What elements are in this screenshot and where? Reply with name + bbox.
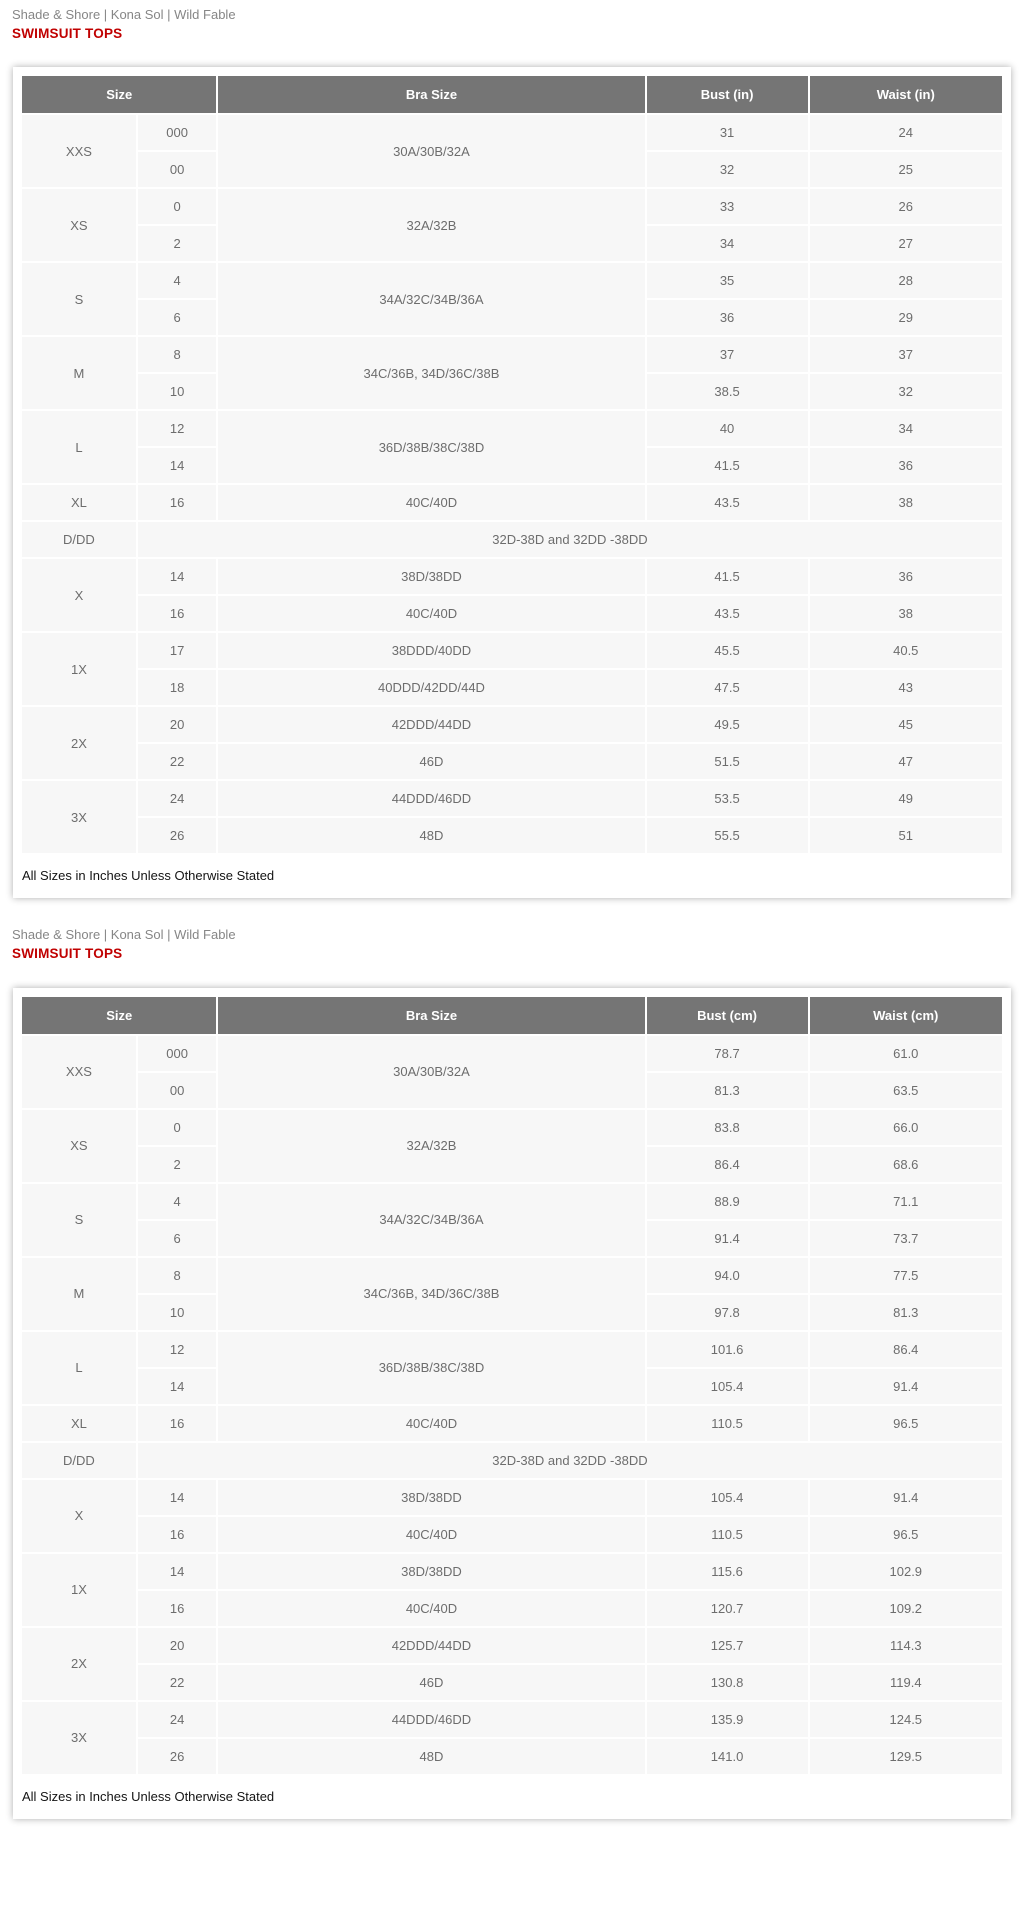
- numeric-size-cell: 00: [137, 151, 218, 188]
- size-group-label-cell: M: [21, 1257, 137, 1331]
- size-group-row: [21, 1553, 1003, 1590]
- numeric-size-cell: 14: [137, 447, 218, 484]
- numeric-size-cell: 12: [137, 1331, 218, 1368]
- bust-cell: 120.7: [646, 1590, 809, 1627]
- bust-cell: 45.5: [646, 632, 809, 669]
- bra-size-cell: 32A/32B: [217, 188, 645, 262]
- bra-size-cell: 44DDD/46DD: [217, 780, 645, 817]
- bra-size-cell: 36D/38B/38C/38D: [217, 410, 645, 484]
- waist-cell: 38: [809, 595, 1003, 632]
- bra-size-cell: 30A/30B/32A: [217, 1035, 645, 1109]
- waist-cell: 45: [809, 706, 1003, 743]
- numeric-size-cell: 17: [137, 632, 218, 669]
- bust-cell: 55.5: [646, 817, 809, 854]
- size-group-label-cell: D/DD: [21, 521, 137, 558]
- waist-cell: 114.3: [809, 1627, 1003, 1664]
- numeric-size-cell: 2: [137, 1146, 218, 1183]
- bust-cell: 40: [646, 410, 809, 447]
- waist-cell: 91.4: [809, 1479, 1003, 1516]
- bra-size-cell: 40C/40D: [217, 1405, 645, 1442]
- bust-cell: 141.0: [646, 1738, 809, 1775]
- numeric-size-cell: 10: [137, 373, 218, 410]
- column-header-waist: Waist (cm): [809, 996, 1003, 1035]
- numeric-size-cell: 14: [137, 558, 218, 595]
- size-group-row: [21, 595, 1003, 632]
- numeric-size-cell: 00: [137, 1072, 218, 1109]
- bra-size-cell: 34A/32C/34B/36A: [217, 262, 645, 336]
- waist-cell: 73.7: [809, 1220, 1003, 1257]
- bra-size-cell: 36D/38B/38C/38D: [217, 1331, 645, 1405]
- size-group-row: [21, 410, 1003, 447]
- size-group-row: [21, 669, 1003, 706]
- waist-cell: 27: [809, 225, 1003, 262]
- size-group-row: [21, 1183, 1003, 1220]
- size-chart-card: [13, 67, 1011, 898]
- bust-cell: 78.7: [646, 1035, 809, 1072]
- bust-cell: 41.5: [646, 447, 809, 484]
- size-group-row: [21, 632, 1003, 669]
- bust-cell: 31: [646, 114, 809, 151]
- size-chart-card: [13, 988, 1011, 1819]
- section-titles: [0, 928, 1024, 961]
- bra-size-cell: 38D/38DD: [217, 1479, 645, 1516]
- bust-cell: 97.8: [646, 1294, 809, 1331]
- waist-cell: 61.0: [809, 1035, 1003, 1072]
- size-group-label-cell: S: [21, 262, 137, 336]
- size-group-label-cell: XXS: [21, 114, 137, 188]
- bra-size-cell: 44DDD/46DD: [217, 1701, 645, 1738]
- bust-cell: 43.5: [646, 484, 809, 521]
- bra-size-cell: 40DDD/42DD/44D: [217, 669, 645, 706]
- brand-line: Shade & Shore | Kona Sol | Wild Fable: [12, 927, 236, 943]
- size-group-label-cell: X: [21, 558, 137, 632]
- bust-cell: 49.5: [646, 706, 809, 743]
- column-header-bra-size: Bra Size: [217, 996, 645, 1035]
- numeric-size-cell: 16: [137, 595, 218, 632]
- bra-range-note-cell: 32D-38D and 32DD -38DD: [137, 521, 1003, 558]
- size-group-label-cell: L: [21, 410, 137, 484]
- size-chart-section-inches: [0, 8, 1024, 898]
- numeric-size-cell: 14: [137, 1553, 218, 1590]
- waist-cell: 109.2: [809, 1590, 1003, 1627]
- numeric-size-cell: 24: [137, 1701, 218, 1738]
- waist-cell: 96.5: [809, 1516, 1003, 1553]
- size-chart-table-cm: [20, 995, 1004, 1776]
- waist-cell: 86.4: [809, 1331, 1003, 1368]
- size-group-row: [21, 336, 1003, 373]
- bust-cell: 86.4: [646, 1146, 809, 1183]
- bra-size-cell: 34C/36B, 34D/36C/38B: [217, 1257, 645, 1331]
- column-header-waist: Waist (in): [809, 75, 1003, 114]
- waist-cell: 102.9: [809, 1553, 1003, 1590]
- section-titles: [0, 8, 1024, 41]
- bra-size-cell: 30A/30B/32A: [217, 114, 645, 188]
- numeric-size-cell: 16: [137, 484, 218, 521]
- waist-cell: 36: [809, 558, 1003, 595]
- size-group-label-cell: XL: [21, 484, 137, 521]
- bust-cell: 43.5: [646, 595, 809, 632]
- waist-cell: 129.5: [809, 1738, 1003, 1775]
- bra-range-note-cell: 32D-38D and 32DD -38DD: [137, 1442, 1003, 1479]
- size-group-label-cell: S: [21, 1183, 137, 1257]
- numeric-size-cell: 10: [137, 1294, 218, 1331]
- bust-cell: 53.5: [646, 780, 809, 817]
- size-group-row: [21, 1109, 1003, 1146]
- size-group-label-cell: 3X: [21, 780, 137, 854]
- bust-cell: 81.3: [646, 1072, 809, 1109]
- bust-cell: 125.7: [646, 1627, 809, 1664]
- bust-cell: 32: [646, 151, 809, 188]
- section-heading: SWIMSUIT TOPS: [12, 946, 123, 962]
- size-group-row: [21, 1331, 1003, 1368]
- bust-cell: 41.5: [646, 558, 809, 595]
- numeric-size-cell: 26: [137, 1738, 218, 1775]
- size-chart-footnote: All Sizes in Inches Unless Otherwise Stated: [20, 1776, 1004, 1817]
- brand-line: Shade & Shore | Kona Sol | Wild Fable: [12, 7, 236, 22]
- column-header-size: Size: [21, 996, 217, 1035]
- size-group-row: [21, 706, 1003, 743]
- numeric-size-cell: 2: [137, 225, 218, 262]
- bra-size-cell: 34C/36B, 34D/36C/38B: [217, 336, 645, 410]
- numeric-size-cell: 14: [137, 1368, 218, 1405]
- numeric-size-cell: 16: [137, 1516, 218, 1553]
- size-group-label-cell: 2X: [21, 706, 137, 780]
- numeric-size-cell: 0: [137, 1109, 218, 1146]
- numeric-size-cell: 14: [137, 1479, 218, 1516]
- waist-cell: 91.4: [809, 1368, 1003, 1405]
- waist-cell: 63.5: [809, 1072, 1003, 1109]
- size-group-label-cell: X: [21, 1479, 137, 1553]
- numeric-size-cell: 4: [137, 262, 218, 299]
- bust-cell: 51.5: [646, 743, 809, 780]
- numeric-size-cell: 20: [137, 706, 218, 743]
- waist-cell: 29: [809, 299, 1003, 336]
- waist-cell: 43: [809, 669, 1003, 706]
- waist-cell: 34: [809, 410, 1003, 447]
- bra-size-cell: 48D: [217, 817, 645, 854]
- numeric-size-cell: 22: [137, 1664, 218, 1701]
- bra-size-cell: 40C/40D: [217, 484, 645, 521]
- bust-cell: 105.4: [646, 1368, 809, 1405]
- bra-size-cell: 40C/40D: [217, 595, 645, 632]
- size-group-label-cell: 3X: [21, 1701, 137, 1775]
- bust-cell: 130.8: [646, 1664, 809, 1701]
- size-group-row: [21, 1701, 1003, 1738]
- size-group-label-cell: 2X: [21, 1627, 137, 1701]
- numeric-size-cell: 22: [137, 743, 218, 780]
- numeric-size-cell: 20: [137, 1627, 218, 1664]
- waist-cell: 71.1: [809, 1183, 1003, 1220]
- bust-cell: 105.4: [646, 1479, 809, 1516]
- size-group-label-cell: XS: [21, 188, 137, 262]
- waist-cell: 38: [809, 484, 1003, 521]
- numeric-size-cell: 24: [137, 780, 218, 817]
- column-header-bust: Bust (cm): [646, 996, 809, 1035]
- size-group-row: [21, 1664, 1003, 1701]
- size-group-row: [21, 1516, 1003, 1553]
- bra-size-cell: 46D: [217, 1664, 645, 1701]
- bust-cell: 94.0: [646, 1257, 809, 1294]
- numeric-size-cell: 000: [137, 1035, 218, 1072]
- bra-size-cell: 38D/38DD: [217, 1553, 645, 1590]
- size-group-row: [21, 1738, 1003, 1775]
- numeric-size-cell: 16: [137, 1405, 218, 1442]
- bust-cell: 110.5: [646, 1516, 809, 1553]
- bust-cell: 110.5: [646, 1405, 809, 1442]
- numeric-size-cell: 18: [137, 669, 218, 706]
- size-group-label-cell: XL: [21, 1405, 137, 1442]
- size-group-label-cell: XS: [21, 1109, 137, 1183]
- header-row: [21, 996, 1003, 1035]
- numeric-size-cell: 0: [137, 188, 218, 225]
- waist-cell: 124.5: [809, 1701, 1003, 1738]
- size-group-label-cell: 1X: [21, 1553, 137, 1627]
- size-group-label-cell: XXS: [21, 1035, 137, 1109]
- waist-cell: 68.6: [809, 1146, 1003, 1183]
- waist-cell: 96.5: [809, 1405, 1003, 1442]
- column-header-bust: Bust (in): [646, 75, 809, 114]
- bust-cell: 37: [646, 336, 809, 373]
- bra-size-cell: 42DDD/44DD: [217, 1627, 645, 1664]
- column-header-size: Size: [21, 75, 217, 114]
- size-group-row: [21, 1257, 1003, 1294]
- bust-cell: 101.6: [646, 1331, 809, 1368]
- size-group-row: [21, 1442, 1003, 1479]
- numeric-size-cell: 12: [137, 410, 218, 447]
- size-group-row: [21, 1035, 1003, 1072]
- numeric-size-cell: 4: [137, 1183, 218, 1220]
- bust-cell: 34: [646, 225, 809, 262]
- waist-cell: 49: [809, 780, 1003, 817]
- column-header-bra-size: Bra Size: [217, 75, 645, 114]
- waist-cell: 37: [809, 336, 1003, 373]
- numeric-size-cell: 16: [137, 1590, 218, 1627]
- bust-cell: 36: [646, 299, 809, 336]
- size-group-row: [21, 114, 1003, 151]
- size-group-row: [21, 558, 1003, 595]
- numeric-size-cell: 6: [137, 1220, 218, 1257]
- numeric-size-cell: 8: [137, 1257, 218, 1294]
- waist-cell: 51: [809, 817, 1003, 854]
- bust-cell: 91.4: [646, 1220, 809, 1257]
- numeric-size-cell: 6: [137, 299, 218, 336]
- waist-cell: 25: [809, 151, 1003, 188]
- size-group-row: [21, 484, 1003, 521]
- waist-cell: 40.5: [809, 632, 1003, 669]
- bra-size-cell: 40C/40D: [217, 1590, 645, 1627]
- size-group-row: [21, 1405, 1003, 1442]
- bust-cell: 88.9: [646, 1183, 809, 1220]
- bra-size-cell: 38DDD/40DD: [217, 632, 645, 669]
- bra-size-cell: 38D/38DD: [217, 558, 645, 595]
- size-group-label-cell: M: [21, 336, 137, 410]
- numeric-size-cell: 8: [137, 336, 218, 373]
- waist-cell: 77.5: [809, 1257, 1003, 1294]
- bust-cell: 135.9: [646, 1701, 809, 1738]
- size-group-row: [21, 1590, 1003, 1627]
- size-group-row: [21, 188, 1003, 225]
- bust-cell: 35: [646, 262, 809, 299]
- bra-size-cell: 34A/32C/34B/36A: [217, 1183, 645, 1257]
- size-group-row: [21, 817, 1003, 854]
- waist-cell: 28: [809, 262, 1003, 299]
- size-chart-section-cm: [0, 928, 1024, 1818]
- size-group-row: [21, 780, 1003, 817]
- section-heading: SWIMSUIT TOPS: [12, 25, 123, 41]
- bust-cell: 38.5: [646, 373, 809, 410]
- bust-cell: 115.6: [646, 1553, 809, 1590]
- waist-cell: 32: [809, 373, 1003, 410]
- size-group-row: [21, 521, 1003, 558]
- size-chart-footnote: All Sizes in Inches Unless Otherwise Stated: [20, 855, 1004, 896]
- size-group-row: [21, 743, 1003, 780]
- size-group-row: [21, 1479, 1003, 1516]
- size-chart-table-inches: [20, 74, 1004, 855]
- bra-size-cell: 40C/40D: [217, 1516, 645, 1553]
- waist-cell: 119.4: [809, 1664, 1003, 1701]
- numeric-size-cell: 26: [137, 817, 218, 854]
- header-row: [21, 75, 1003, 114]
- bust-cell: 47.5: [646, 669, 809, 706]
- waist-cell: 36: [809, 447, 1003, 484]
- bust-cell: 33: [646, 188, 809, 225]
- size-group-label-cell: 1X: [21, 632, 137, 706]
- size-group-label-cell: D/DD: [21, 1442, 137, 1479]
- size-group-row: [21, 1627, 1003, 1664]
- bra-size-cell: 46D: [217, 743, 645, 780]
- waist-cell: 81.3: [809, 1294, 1003, 1331]
- size-group-label-cell: L: [21, 1331, 137, 1405]
- bra-size-cell: 42DDD/44DD: [217, 706, 645, 743]
- numeric-size-cell: 000: [137, 114, 218, 151]
- size-group-row: [21, 262, 1003, 299]
- bust-cell: 83.8: [646, 1109, 809, 1146]
- bra-size-cell: 48D: [217, 1738, 645, 1775]
- bra-size-cell: 32A/32B: [217, 1109, 645, 1183]
- waist-cell: 26: [809, 188, 1003, 225]
- waist-cell: 66.0: [809, 1109, 1003, 1146]
- waist-cell: 47: [809, 743, 1003, 780]
- waist-cell: 24: [809, 114, 1003, 151]
